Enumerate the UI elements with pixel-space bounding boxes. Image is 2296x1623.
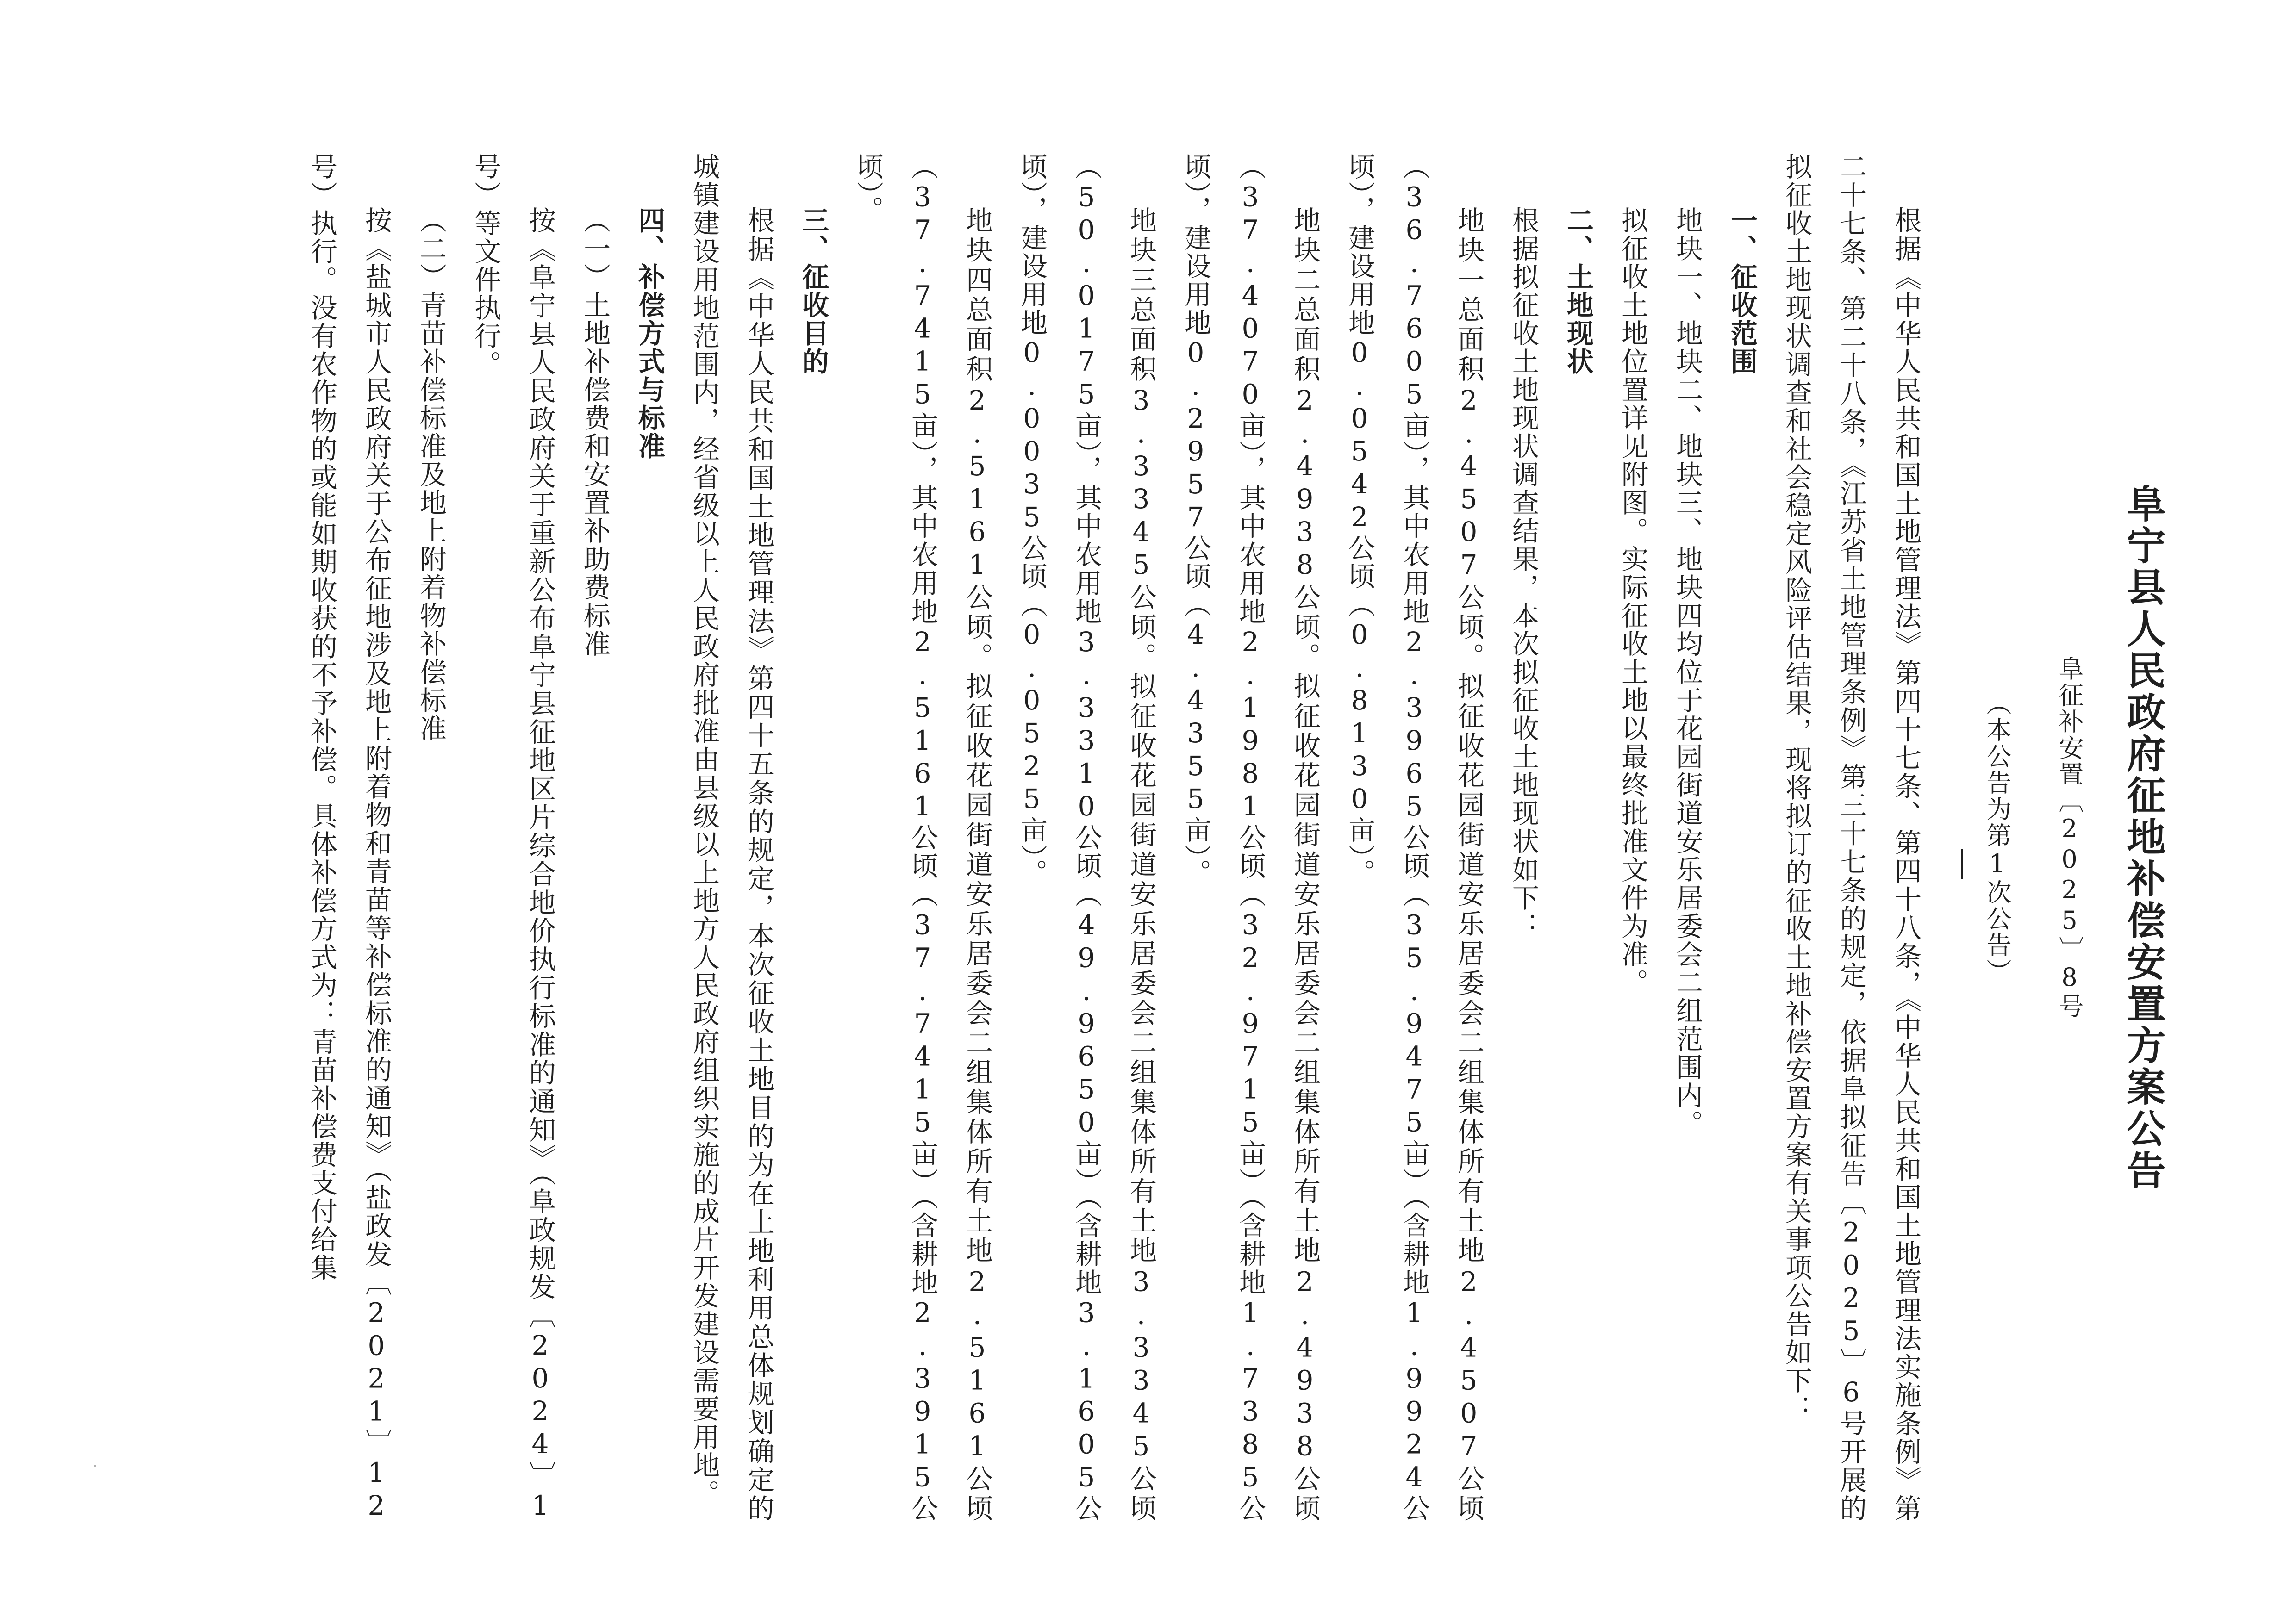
purpose-paragraph: 根据《中华人民共和国土地管理法》第四十五条的规定，本次征收土地目的为在土地利用总体规划确定的城镇建设用地范围内，经省级以上人民政府批准由县级以上地方人民政府组织实施的成片开发建设需要用地。 (688, 153, 774, 1523)
parcel-2-paragraph: 地块二总面积2.4938公顷。拟征收花园街道安乐居委会二组集体所有土地2.4938公顷（37.4070亩），其中农用地2.1981公顷（32.9715亩）（含耕地1.7385公顷），建设用地0.2957公顷（4.4355亩）。 (1180, 153, 1321, 1523)
notice-round-number: 1 (1961, 849, 2031, 879)
scope-paragraph: 拟征收土地位置详见附图。实际征收土地以最终批准文件为准。 (1617, 206, 1648, 997)
notice-round (1961, 153, 2031, 1523)
notice-round-prefix: （本公告为第 (1983, 690, 2012, 849)
compensation-sub1-text: 按《阜宁县人民政府关于重新公布阜宁县征地区片综合地价执行标准的通知》（阜政规发〔2024〕1号）等文件执行。 (470, 153, 556, 1523)
notice-title: 阜宁县人民政府征地补偿安置方案公告 (2121, 484, 2166, 1192)
scope-paragraph: 地块一、地块二、地块三、地块四均位于花园街道安乐居委会二组范围内。 (1672, 206, 1703, 1138)
status-paragraph: 根据拟征收土地现状调查结果，本次拟征收土地现状如下： (1508, 206, 1539, 940)
scan-speck (94, 1465, 96, 1467)
compensation-sub2-title: （二）青苗补偿标准及地上附着物补偿标准 (415, 206, 447, 743)
section-purpose-heading: 三、征收目的 (798, 206, 829, 376)
parcel-4-paragraph: 地块四总面积2.5161公顷。拟征收花园街道安乐居委会二组集体所有土地2.5161公顷（37.7415亩），其中农用地2.5161公顷（37.7415亩）（含耕地2.3915公顷）。 (852, 153, 993, 1523)
compensation-sub1-title: （一）土地补偿费和安置补助费标准 (579, 206, 611, 658)
notice-document (139, 153, 2185, 1523)
notice-round-suffix: 次公告） (1983, 879, 2012, 985)
intro-paragraph: 根据《中华人民共和国土地管理法》第四十七条、第四十八条，《中华人民共和国土地管理法实施条例》第二十七条、第二十八条，《江苏省土地管理条例》第三十七条的规定，依据阜拟征告〔2025〕6号开展的拟征收土地现状调查和社会稳定风险评估结果，现将拟订的征收土地补偿安置方案有关事项公告如下： (1781, 153, 1922, 1523)
section-compensation-heading: 四、补偿方式与标准 (634, 206, 665, 460)
parcel-3-paragraph: 地块三总面积3.3345公顷。拟征收花园街道安乐居委会二组集体所有土地3.3345公顷（50.0175亩），其中农用地3.3310公顷（49.9650亩）（含耕地3.1605公顷），建设用地0.0035公顷（0.0525亩）。 (1016, 153, 1157, 1523)
parcel-1-paragraph: 地块一总面积2.4507公顷。拟征收花园街道安乐居委会二组集体所有土地2.4507公顷（36.7605亩），其中农用地2.3965公顷（35.9475亩）（含耕地1.9924公顷），建设用地0.0542公顷（0.8130亩）。 (1344, 153, 1485, 1523)
document-number: 阜征补安置〔2025〕8号 (2055, 656, 2084, 1020)
compensation-sub2-text: 按《盐城市人民政府关于公布征地涉及地上附着物和青苗等补偿标准的通知》（盐政发〔2021〕12号）执行。没有农作物的或能如期收获的不予补偿。具体补偿方式为：青苗补偿费支付给集 (306, 153, 392, 1523)
section-scope-heading: 一、征收范围 (1726, 206, 1758, 376)
section-status-heading: 二、土地现状 (1562, 206, 1594, 376)
